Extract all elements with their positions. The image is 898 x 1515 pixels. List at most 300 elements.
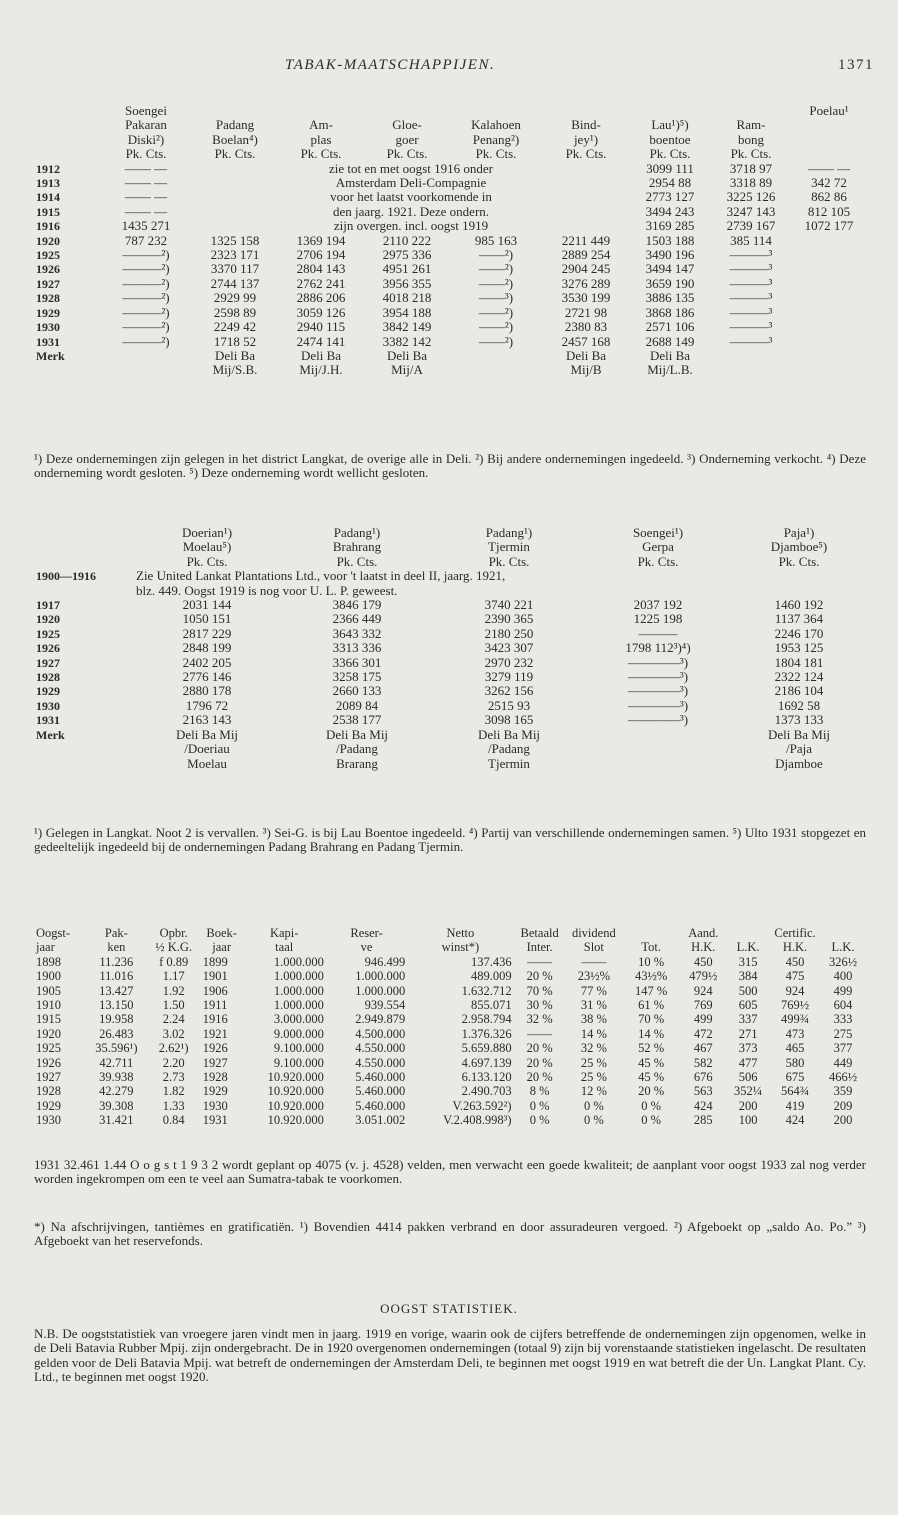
table-cell: 30 %: [526, 998, 553, 1013]
column-header: Gloe-: [392, 118, 422, 133]
table-row: [34, 656, 866, 670]
table-cell: 2.62¹): [158, 1041, 189, 1056]
table-cell: 2474 141: [296, 334, 346, 349]
table-cell: 2739 167: [726, 219, 776, 234]
year-cell: 1905: [36, 983, 61, 998]
table-cell: 5.460.000: [355, 1098, 406, 1113]
table-cell: 450: [693, 954, 713, 969]
table-cell: 385 114: [730, 233, 772, 248]
table-cell: 3262 156: [484, 684, 534, 699]
column-header: ve: [360, 940, 373, 955]
table-row: [34, 984, 866, 998]
column-header: Doerian¹): [181, 526, 233, 540]
table-cell: Merk: [36, 727, 65, 742]
table-cell: 2246 170: [774, 626, 824, 641]
table-cell: 2817 229: [182, 626, 232, 641]
table-cell: 939.554: [364, 998, 406, 1013]
table-row: [34, 684, 866, 698]
table-cell: 13.427: [99, 983, 134, 998]
table-cell: 946.499: [364, 954, 406, 969]
table-header-row: [34, 133, 866, 147]
table-cell: 8 %: [529, 1084, 550, 1099]
table-cell: 100: [738, 1113, 758, 1128]
table-row: [34, 291, 866, 305]
table-cell: 3740 221: [484, 598, 534, 613]
table-row: [34, 598, 866, 612]
table-cell: ————³): [627, 684, 689, 699]
table-cell: 4018 218: [382, 291, 432, 306]
table-cell: Moelau: [187, 756, 227, 771]
table-cell: Brarang: [336, 756, 378, 771]
column-header: L.K.: [831, 940, 855, 955]
table-cell: 20 %: [526, 1070, 553, 1085]
table-cell: 3.051.002: [355, 1113, 406, 1128]
table-row: [34, 1041, 866, 1055]
table-row: [34, 306, 866, 320]
table-cell: 675: [785, 1070, 805, 1085]
table-cell: 20 %: [638, 1084, 665, 1099]
table-cell: 2089 84: [335, 698, 379, 713]
table-cell: 333: [833, 1012, 853, 1027]
column-header: [726, 926, 770, 940]
table-cell: 11.016: [99, 969, 134, 984]
column-header: Paja¹): [783, 526, 815, 540]
year-cell: 1917: [36, 598, 60, 613]
column-header: jaar: [212, 940, 232, 955]
table-cell: 3318 89: [729, 176, 773, 191]
table-cell: 1369 194: [296, 233, 346, 248]
table-cell: 1929: [202, 1084, 228, 1099]
financial-last-line: 1931 32.461 1.44 O o g s t 1 9 3 2 wordt geplant op 4075 (v. j. 4528) velden, men verwacht een goede kwaliteit; de aanplant voor oogst 1933 zal nog verder worden ingekrompen om een te veel aan Sumatra-tabak te voorkomen.: [34, 1157, 866, 1187]
table-cell: Djamboe: [775, 756, 823, 771]
financial-table: [34, 926, 866, 1128]
year-cell: 1920: [36, 612, 60, 627]
table-cell: 70 %: [526, 983, 553, 998]
table-cell: 1692 58: [777, 698, 821, 713]
table-cell: 20 %: [526, 1055, 553, 1070]
table-cell: 1.000.000: [355, 969, 406, 984]
table-header-row: [34, 526, 866, 540]
column-header: Slot: [583, 940, 604, 955]
table-cell: 499: [833, 983, 853, 998]
column-header: [192, 104, 278, 118]
table-cell: 419: [785, 1098, 805, 1113]
table-cell: ————³): [627, 655, 689, 670]
table-cell: 769: [693, 998, 713, 1013]
table-cell: ———³: [729, 276, 773, 291]
column-header: Oogst-: [36, 926, 71, 940]
table-cell: 377: [833, 1041, 853, 1056]
table-row: [34, 248, 866, 262]
column-header: Soengei: [125, 104, 167, 118]
table-cell: 275: [833, 1026, 853, 1041]
table-cell: Deli Ba Mij: [477, 727, 541, 742]
table-cell: ———³: [729, 305, 773, 320]
table-cell: 2538 177: [332, 713, 382, 728]
table-cell: 477: [738, 1055, 758, 1070]
table-cell: 2366 449: [332, 612, 382, 627]
column-header: [792, 147, 866, 161]
column-header: goer: [395, 132, 419, 147]
table-cell: 10.920.000: [267, 1113, 324, 1128]
table-cell: 11.236: [99, 954, 134, 969]
table-cell: 20 %: [526, 969, 553, 984]
column-header: [34, 133, 100, 147]
table-row: [34, 1027, 866, 1041]
table-cell: 200: [833, 1113, 853, 1128]
table-header-row: [34, 926, 866, 940]
column-header: Pk. Cts.: [300, 147, 342, 162]
table-row: [34, 1056, 866, 1070]
column-header: Am-: [309, 118, 333, 133]
table-cell: Merk: [36, 348, 65, 363]
column-header: plas: [310, 132, 332, 147]
year-cell: 1898: [36, 954, 61, 969]
spanning-note: Amsterdam Deli-Compagnie: [335, 176, 487, 191]
table-cell: Deli Ba Mij: [767, 727, 831, 742]
table-cell: Deli Ba: [649, 348, 691, 363]
column-header: boentoe: [649, 132, 691, 147]
table-cell: 3279 119: [484, 670, 534, 685]
span-row: [34, 584, 866, 598]
year-cell: 1925: [36, 248, 60, 263]
column-header: [820, 926, 866, 940]
table-cell: 1325 158: [210, 233, 260, 248]
table-cell: 2211 449: [561, 233, 611, 248]
table-cell: 2848 199: [182, 641, 232, 656]
table-cell: 209: [833, 1098, 853, 1113]
column-header: Diski²): [127, 132, 165, 147]
table-cell: 2031 144: [182, 598, 232, 613]
merk-row: [34, 728, 866, 742]
table-cell: 52 %: [638, 1041, 665, 1056]
year-cell: 1916: [36, 219, 60, 234]
table-cell: 2.949.879: [355, 1012, 406, 1027]
column-header: [622, 926, 680, 940]
table-cell: [34, 363, 100, 377]
table-cell: 6.133.120: [461, 1070, 512, 1085]
table-cell: 0 %: [529, 1098, 550, 1113]
table-cell: ——: [527, 954, 553, 969]
table-cell: 9.100.000: [273, 1055, 324, 1070]
table-cell: ———²): [122, 276, 170, 291]
table-cell: 3169 285: [645, 219, 695, 234]
table-cell: 3718 97: [729, 161, 773, 176]
year-cell: 1928: [36, 1084, 61, 1099]
table-row: [34, 162, 866, 176]
table-cell: 3956 355: [382, 276, 432, 291]
footnotes-financial: *) Na afschrijvingen, tantièmes en gratificatiën. ¹) Bovendien 4414 pakken verbrand en door assuradeuren vergoed. ²) Afgeboekt op „saldo Ao. Po.” ³) Afgeboekt van het reservefonds.: [34, 1219, 866, 1249]
column-header: Pk. Cts.: [214, 147, 256, 162]
table-cell: 2037 192: [633, 598, 683, 613]
column-header: Pk. Cts.: [565, 147, 607, 162]
table-cell: 2163 143: [182, 713, 232, 728]
table-cell: 489.009: [470, 969, 512, 984]
column-header: [34, 555, 134, 569]
table-row: [34, 641, 866, 655]
table-row: [34, 190, 866, 204]
table-cell: ———³: [729, 248, 773, 263]
table-cell: 2.20: [162, 1055, 185, 1070]
table-cell: 2515 93: [487, 698, 531, 713]
table-cell: 1899: [202, 954, 228, 969]
table-cell: 3886 135: [645, 291, 695, 306]
table-cell: 2776 146: [182, 670, 232, 685]
year-cell: 1915: [36, 1012, 61, 1027]
table-cell: 1927: [202, 1055, 228, 1070]
table-cell: Mij/A: [391, 363, 423, 378]
table-cell: 2880 178: [182, 684, 232, 699]
year-cell: 1913: [36, 176, 60, 191]
column-header: jey¹): [573, 132, 599, 147]
table-cell: 3098 165: [484, 713, 534, 728]
table-cell: 26.483: [99, 1026, 134, 1041]
table-cell: 1796 72: [185, 698, 229, 713]
table-cell: Deli Ba: [300, 348, 342, 363]
table-cell: ———³: [729, 262, 773, 277]
table-cell: Deli Ba: [386, 348, 428, 363]
spanning-note: blz. 449. Oogst 1919 is nog voor U. L. P. geweest.: [136, 583, 398, 598]
table-cell: 1460 192: [774, 598, 824, 613]
table-cell: 676: [693, 1070, 713, 1085]
table-cell: Mij/B: [570, 363, 602, 378]
table-cell: ——: [581, 954, 607, 969]
year-cell: 1912: [36, 161, 60, 176]
table-cell: 3382 142: [382, 334, 432, 349]
table-cell: 10 %: [638, 954, 665, 969]
table-cell: Mij/J.H.: [299, 363, 343, 378]
table-cell: 1921: [202, 1026, 228, 1041]
table-cell: 1.33: [162, 1098, 185, 1113]
table-cell: 450: [785, 954, 805, 969]
table-cell: Deli Ba: [214, 348, 256, 363]
year-cell: 1931: [36, 713, 60, 728]
table-cell: ———: [638, 626, 678, 641]
table-cell: 2744 137: [210, 276, 260, 291]
table-cell: 2186 104: [774, 684, 824, 699]
table-cell: 3490 196: [645, 248, 695, 263]
column-header: jaar: [36, 940, 55, 955]
table-cell: Deli Ba Mij: [325, 727, 389, 742]
column-header: [792, 118, 866, 132]
table-cell: 2804 143: [296, 262, 346, 277]
column-header: bong: [738, 132, 764, 147]
oogst-text: N.B. De oogststatistiek van vroegere jaren vindt men in jaarg. 1919 en vorige, waarin ook de cijfers betreffende de ondernemingen zijn opgenomen, welke in de Deli Batavia Rubber Mpij. zijn ondergebracht. De in 1920 overgenomen ondernemingen (totaal 9) zijn bij vorenstaande statistieken ingelascht. De resultaten gelden voor de Deli Batavia Mpij. wat betreft de ondernemingen der Amsterdam Deli, te beginnen met oogst 1919 en wat betreft die der Un. Langkat Plant. Cy. Ltd., te beginnen met oogst 1920.: [34, 1326, 866, 1385]
table-cell: 0.84: [162, 1113, 185, 1128]
table-cell: 1.92: [162, 983, 185, 998]
column-header: Padang¹): [333, 526, 381, 540]
table-cell: [710, 349, 792, 363]
table-cell: 1901: [202, 969, 228, 984]
table-cell: Deli Ba Mij: [175, 727, 239, 742]
table-cell: 1503 188: [645, 233, 695, 248]
table-cell: —— —: [807, 161, 851, 176]
table-cell: 2904 245: [561, 262, 611, 277]
table-cell: ——²): [478, 248, 514, 263]
table-cell: 2249 42: [213, 320, 257, 335]
table-cell: [584, 757, 732, 771]
column-header: [34, 104, 100, 118]
column-header: winst*): [441, 940, 480, 955]
column-header: Boek-: [206, 926, 237, 940]
year-cell: 1929: [36, 684, 60, 699]
spanning-note: den jaarg. 1921. Deze ondern.: [332, 204, 490, 219]
column-header: Lau¹)⁵): [651, 118, 689, 133]
column-header: Pk. Cts.: [637, 554, 679, 569]
merk-row: [34, 363, 866, 377]
table-cell: 3530 199: [561, 291, 611, 306]
table-cell: 352¼: [734, 1084, 763, 1099]
table-cell: 2323 171: [210, 248, 260, 263]
column-header: ken: [107, 940, 126, 955]
table-cell: 2929 99: [213, 291, 257, 306]
table-cell: 3868 186: [645, 305, 695, 320]
table-cell: 19.958: [99, 1012, 134, 1027]
table-cell: 3059 126: [296, 305, 346, 320]
table-cell: 77 %: [580, 983, 607, 998]
table-cell: 2457 168: [561, 334, 611, 349]
table-cell: 1373 133: [774, 713, 824, 728]
table-row: [34, 969, 866, 983]
table-cell: 1.50: [162, 998, 185, 1013]
table-cell: 1.000.000: [273, 983, 324, 998]
table-cell: f 0.89: [159, 954, 189, 969]
year-cell: 1930: [36, 1113, 61, 1128]
table-cell: 1.000.000: [273, 954, 324, 969]
year-cell: 1929: [36, 1098, 61, 1113]
table-cell: 70 %: [638, 1012, 665, 1027]
table-cell: 3846 179: [332, 598, 382, 613]
column-header: Pk. Cts.: [730, 147, 772, 162]
table-cell: 0 %: [641, 1098, 662, 1113]
column-header: Boelan⁴): [212, 132, 258, 147]
table-cell: Deli Ba: [565, 348, 607, 363]
column-header: Pk. Cts.: [778, 554, 820, 569]
table-cell: 32 %: [526, 1012, 553, 1027]
table-cell: 1911: [202, 998, 228, 1013]
table-cell: 0 %: [641, 1113, 662, 1128]
table-cell: ——²): [478, 276, 514, 291]
table-cell: /Padang: [488, 742, 530, 757]
table-cell: 1072 177: [804, 219, 854, 234]
table-cell: 605: [738, 998, 758, 1013]
year-cell: 1910: [36, 998, 61, 1013]
table-cell: 2.958.794: [461, 1012, 512, 1027]
year-cell: 1928: [36, 291, 60, 306]
column-header: Pk. Cts.: [649, 147, 691, 162]
table-cell: 285: [693, 1113, 713, 1128]
table-cell: 326½: [828, 954, 858, 969]
table-cell: 337: [738, 1012, 758, 1027]
year-cell: 1930: [36, 320, 60, 335]
table-cell: —— —: [124, 190, 168, 205]
merk-row: [34, 349, 866, 363]
table-cell: 2571 106: [645, 320, 695, 335]
table-cell: 1804 181: [774, 655, 824, 670]
table-row: [34, 713, 866, 727]
column-header: Bind-: [571, 118, 601, 133]
table-cell: 924: [785, 983, 805, 998]
table-cell: 2706 194: [296, 248, 346, 263]
year-cell: 1920: [36, 233, 60, 248]
table-cell: 1798 112³)⁴): [625, 641, 691, 656]
table-cell: Mij/L.B.: [647, 363, 693, 378]
table-header-row: [34, 104, 866, 118]
table-cell: 39.308: [99, 1098, 134, 1113]
column-header: [34, 526, 134, 540]
column-header: [278, 104, 364, 118]
table-row: [34, 234, 866, 248]
column-header: [34, 147, 100, 161]
table-cell: 4.550.000: [355, 1041, 406, 1056]
table-row: [34, 1099, 866, 1113]
table-cell: 985 163: [474, 233, 518, 248]
table-cell: 1225 198: [633, 612, 683, 627]
table-cell: 2.73: [162, 1070, 185, 1085]
table-cell: 3.000.000: [273, 1012, 324, 1027]
table-cell: ——²): [478, 262, 514, 277]
table-cell: 449: [833, 1055, 853, 1070]
table-cell: 787 232: [124, 233, 168, 248]
table-cell: 1718 52: [213, 334, 257, 349]
table-cell: 384: [738, 969, 758, 984]
table-cell: 31 %: [580, 998, 607, 1013]
table-cell: 499: [693, 1012, 713, 1027]
table-row: [34, 335, 866, 349]
table-row: [34, 277, 866, 291]
table-cell: 1137 364: [774, 612, 824, 627]
table-cell: 2598 89: [213, 305, 257, 320]
table-cell: 475: [785, 969, 805, 984]
table-cell: 564¾: [780, 1084, 810, 1099]
year-cell: 1929: [36, 305, 60, 320]
table-cell: 582: [693, 1055, 713, 1070]
table-cell: ——²): [478, 305, 514, 320]
table-header-row: [34, 540, 866, 554]
table-cell: 42.711: [99, 1055, 134, 1070]
column-header: Pak-: [104, 926, 128, 940]
table-header-row: [34, 147, 866, 161]
table-row: [34, 1113, 866, 1127]
table-cell: ————³): [627, 670, 689, 685]
table-cell: 61 %: [638, 998, 665, 1013]
table-cell: 9.100.000: [273, 1041, 324, 1056]
table-row: [34, 176, 866, 190]
table-row: [34, 699, 866, 713]
column-header: Ram-: [736, 118, 766, 133]
table-cell: 23½%: [577, 969, 610, 984]
table-cell: 25 %: [580, 1055, 607, 1070]
table-cell: 32 %: [580, 1041, 607, 1056]
column-header: [34, 118, 100, 132]
table-cell: 3954 188: [382, 305, 432, 320]
table-row: [34, 612, 866, 626]
table-cell: /Doeriau: [184, 742, 230, 757]
page-number: 1371: [838, 57, 874, 73]
table-cell: [584, 728, 732, 742]
table-header-row: [34, 940, 866, 954]
table-cell: 1930: [202, 1098, 228, 1113]
table-cell: [450, 363, 542, 377]
column-header: [364, 104, 450, 118]
table-row: [34, 262, 866, 276]
column-header: Opbr.: [159, 926, 188, 940]
table-cell: 9.000.000: [273, 1026, 324, 1041]
column-header: Pk. Cts.: [475, 147, 517, 162]
column-header: Aand.: [688, 926, 719, 940]
table-cell: 563: [693, 1084, 713, 1099]
table-cell: 137.436: [470, 954, 512, 969]
